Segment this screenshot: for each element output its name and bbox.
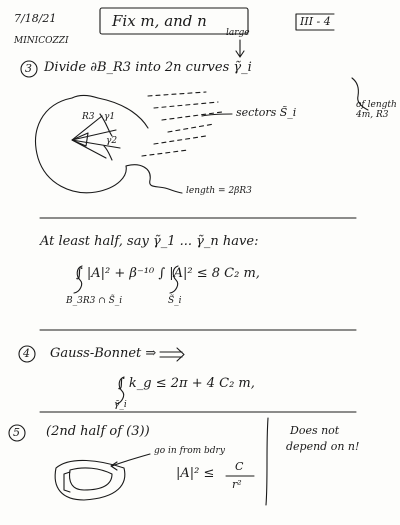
step5-formula: |A|² ≤ xyxy=(176,466,215,481)
header-title: Fix m, and n xyxy=(112,12,207,30)
arc-length-label: length = 2βR3 xyxy=(186,186,252,196)
sectors-label: sectors S̃_i xyxy=(236,106,297,119)
large-arrow xyxy=(236,40,244,57)
dashed-sector-lines xyxy=(142,92,222,156)
length-note: of length 4m, R3 xyxy=(356,100,397,120)
claim-inequality: ∫ |A|² + β⁻¹⁰ ∫ |A|² ≤ 8 C₂ m, xyxy=(76,266,260,281)
claim-intro: At least half, say γ̃_1 ... γ̃_n have: xyxy=(40,234,259,249)
header-page-ref: III - 4 xyxy=(300,15,331,28)
step4-number: 4 xyxy=(23,347,30,360)
step3-number: 3 xyxy=(25,62,32,75)
header-date: 7/18/21 xyxy=(14,12,57,25)
claim-domain-2: S̃_i xyxy=(168,296,182,306)
step3-text: Divide ∂B_R3 into 2n curves γ̃_i xyxy=(44,60,252,75)
step4-text: Gauss-Bonnet ⇒ xyxy=(50,346,157,361)
step5-arrow xyxy=(111,454,150,470)
step4-domain: γ̃_i xyxy=(114,400,127,410)
arc-length-pointer xyxy=(165,188,182,193)
step5-side-note-1: Does not xyxy=(290,424,340,437)
large-note: large xyxy=(226,28,250,38)
implies-arrow xyxy=(160,348,184,361)
header-source: MINICOZZI xyxy=(14,36,69,46)
step5-formula-numerator: C xyxy=(235,460,244,473)
sectors-pointer xyxy=(202,114,232,116)
step5-outer-shape xyxy=(55,460,125,500)
step5-side-note-2: depend on n! xyxy=(286,440,360,453)
label-r3: R3 xyxy=(82,112,95,122)
label-gamma2: γ2 xyxy=(106,136,118,146)
label-gamma1: γ1 xyxy=(104,112,116,122)
claim-domain-1: B_3R3 ∩ S̃_i xyxy=(66,296,123,306)
step5-arrow-note: go in from bdry xyxy=(154,446,225,456)
step5-text: (2nd half of (3)) xyxy=(46,424,150,439)
step5-number: 5 xyxy=(13,426,20,439)
step5-formula-denominator: r² xyxy=(232,478,242,491)
step5-vertical-rule xyxy=(266,418,268,505)
step4-formula: ∫ k_g ≤ 2π + 4 C₂ m, xyxy=(118,376,255,391)
step5-inner-shape xyxy=(70,468,112,490)
